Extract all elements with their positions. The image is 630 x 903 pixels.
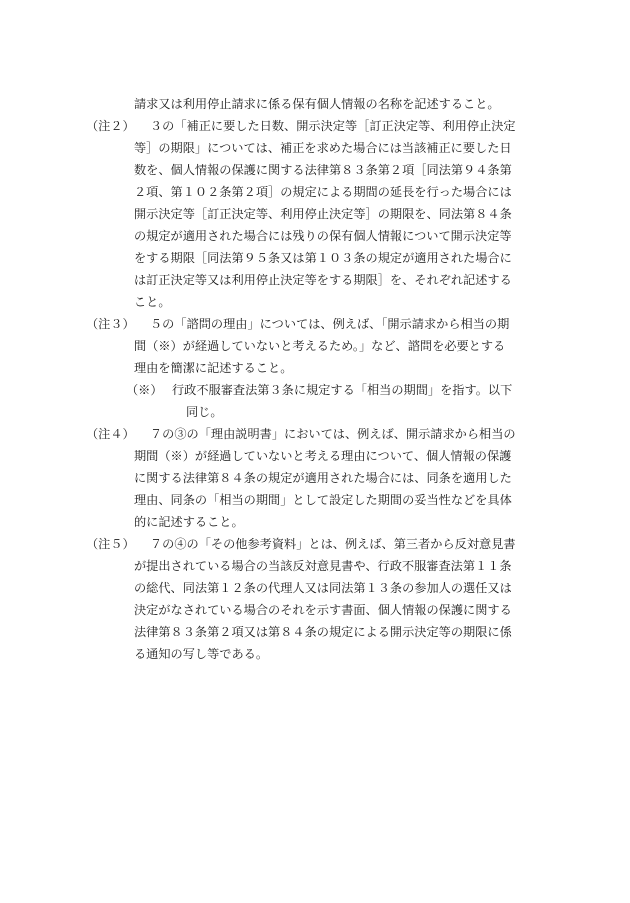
note-line: 等］の期限」については、補正を求めた場合には当該補正に要した日 [134,141,512,155]
note-line: の規定が適用された場合には残りの保有個人情報について開示決定等 [134,229,512,243]
note-label: （注２） [86,119,135,133]
note-line: ２項、第１０２条第２項］の規定による期間の延長を行った場合には [134,185,512,199]
note-line: 的に記述すること。 [134,515,244,529]
continuation-line: 請求又は利用停止請求に係る保有個人情報の名称を記述すること。 [134,97,500,111]
asterisk-line: 同じ。 [186,405,223,419]
note-line: 決定がなされている場合のそれを示す書面、個人情報の保護に関する [134,603,512,617]
note-line: 数を、個人情報の保護に関する法律第８３条第２項［同法第９４条第 [134,163,512,177]
note-line: ５の「諮問の理由」については、例えば、「開示請求から相当の期 [150,317,510,331]
note-line: 理由、同条の「相当の期間」として設定した期間の妥当性などを具体 [134,493,512,507]
asterisk-body [172,379,556,423]
note-label: （注４） [86,427,135,441]
asterisk-note [126,379,556,423]
note-line: ７の④の「その他参考資料」とは、例えば、第三者から反対意見書 [150,537,516,551]
note-line: こと。 [134,295,171,309]
note-line: 理由を簡潔に記述すること。 [134,361,293,375]
note-2 [86,115,556,313]
note-line: ７の③の「理由説明書」においては、例えば、開示請求から相当の [150,427,516,441]
asterisk-line: 行政不服審査法第３条に規定する「相当の期間」を指す。以下 [172,383,513,397]
note-body [134,313,556,379]
note-3 [86,313,556,379]
note-body [134,115,556,313]
note-line: の総代、同法第１２条の代理人又は同法第１３条の参加人の選任又は [134,581,512,595]
note-label: （注３） [86,317,135,331]
note-line: る通知の写し等である。 [134,647,269,661]
note-line: ３の「補正に要した日数、開示決定等［訂正決定等、利用停止決定 [150,119,516,133]
note-line: は訂正決定等又は利用停止決定等をする期限］を、それぞれ記述する [134,273,512,287]
note-label: （注５） [86,537,135,551]
note-body [134,533,556,665]
note-line: 開示決定等［訂正決定等、利用停止決定等］の期限を、同法第８４条 [134,207,512,221]
note-4 [86,423,556,533]
note-5 [86,533,556,665]
note-line: 期間（※）が経過していないと考える理由について、個人情報の保護 [134,449,512,463]
note-line: に関する法律第８４条の規定が適用された場合には、同条を適用した [134,471,512,485]
note-line: 間（※）が経過していないと考えるため。」など、諮問を必要とする [134,339,506,353]
note-body [134,423,556,533]
note-line: 法律第８３条第２項又は第８４条の規定による開示決定等の期限に係 [134,625,512,639]
asterisk-label: （※） [126,383,163,397]
note-line: が提出されている場合の当該反対意見書や、行政不服審査法第１１条 [134,559,512,573]
note-line: をする期限［同法第９５条又は第１０３条の規定が適用された場合に [134,251,512,265]
